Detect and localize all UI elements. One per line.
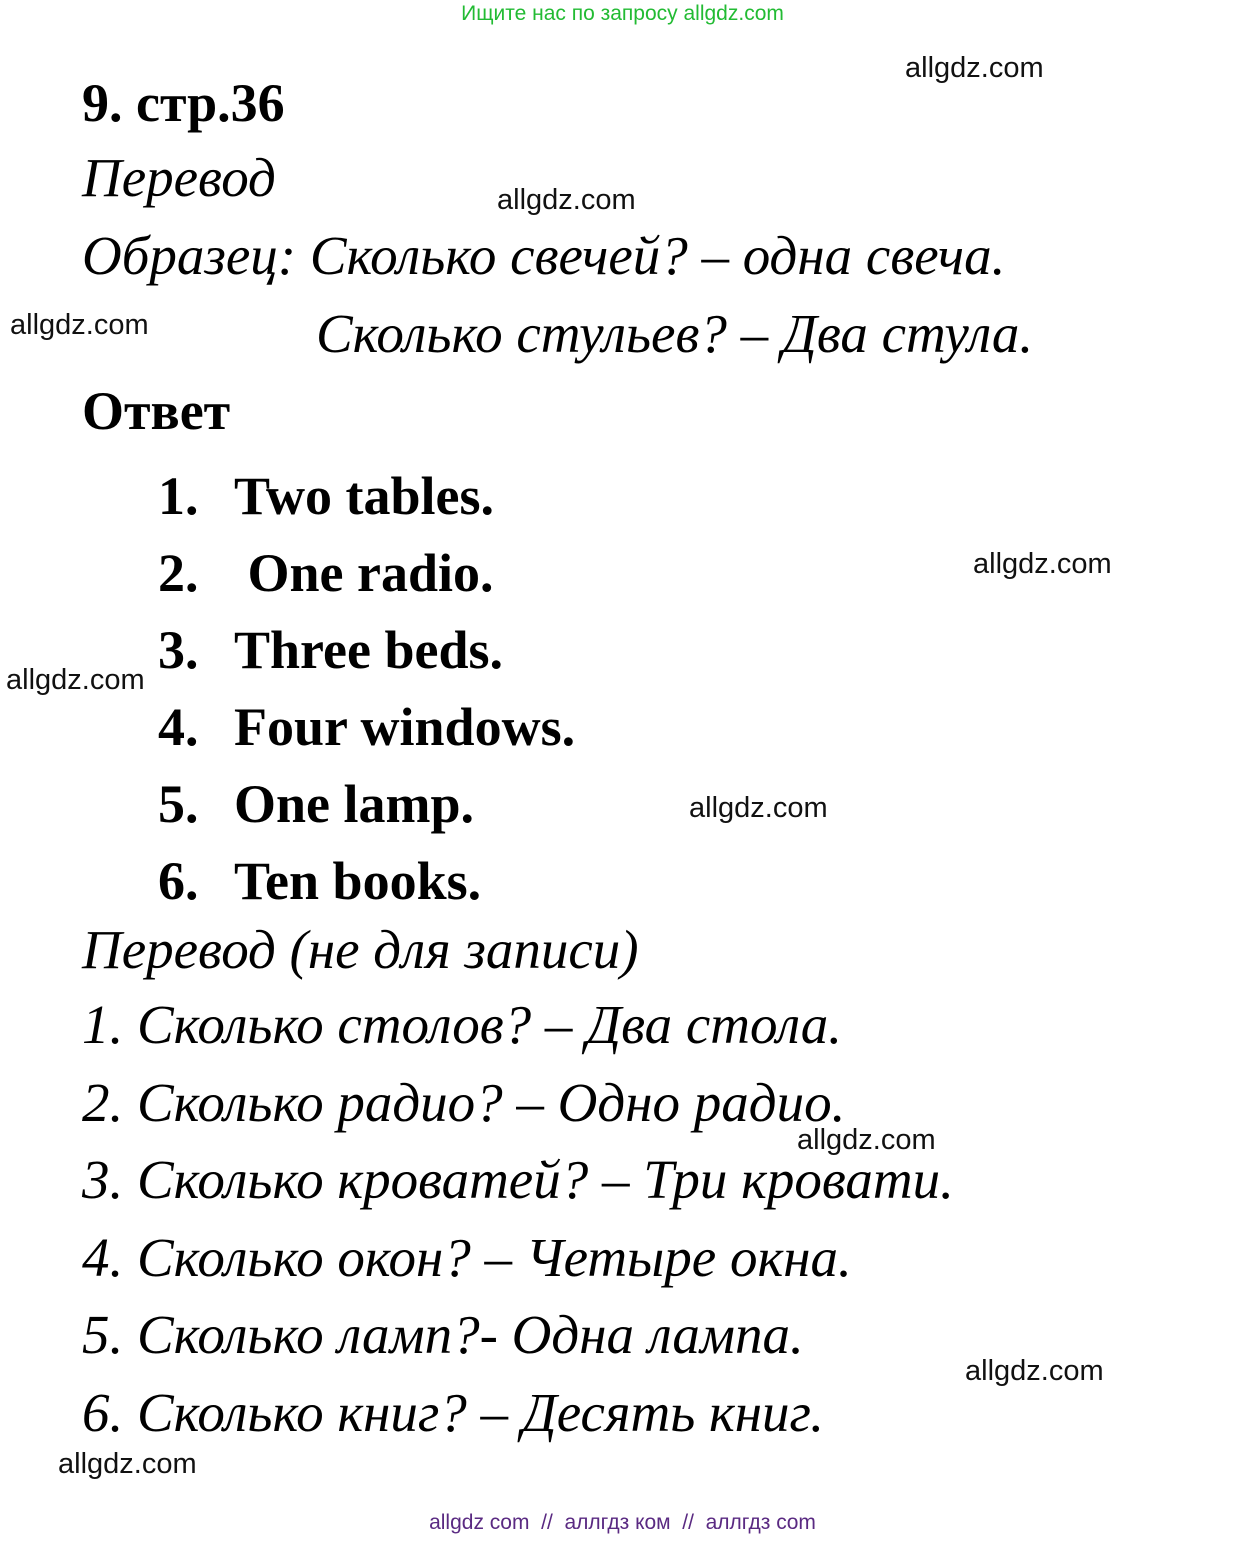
- answer-text: Two tables.: [234, 466, 495, 526]
- watermark: allgdz.com: [965, 1355, 1104, 1387]
- answer-text: Four windows.: [234, 697, 576, 757]
- translation-item: 6. Сколько книг? – Десять книг.: [82, 1381, 824, 1443]
- example-line-1: Образец: Сколько свечей? – одна свеча.: [82, 225, 1006, 286]
- watermark: allgdz.com: [6, 664, 145, 696]
- answer-number: 1.: [158, 466, 199, 526]
- watermark: allgdz.com: [905, 52, 1044, 84]
- answer-number: 3.: [158, 620, 199, 680]
- top-banner[interactable]: Ищите нас по запросу allgdz.com: [461, 2, 784, 25]
- answer-item: [158, 766, 575, 843]
- watermark: allgdz.com: [10, 309, 149, 341]
- translation-heading: Перевод: [82, 147, 276, 208]
- watermark: allgdz.com: [58, 1448, 197, 1480]
- translation-item: 1. Сколько столов? – Два стола.: [82, 994, 843, 1055]
- watermark: allgdz.com: [797, 1124, 936, 1156]
- translation-item: 3. Сколько кроватей? – Три кровати.: [82, 1149, 954, 1210]
- answer-text: One lamp.: [234, 774, 475, 834]
- answer-number: 5.: [158, 774, 199, 834]
- watermark: allgdz.com: [689, 792, 828, 824]
- translation-item: 2. Сколько радио? – Одно радио.: [82, 1071, 846, 1133]
- translation-list: [82, 995, 954, 1460]
- answer-item: [158, 689, 575, 766]
- answer-item: [158, 535, 575, 612]
- answer-item: [158, 612, 575, 689]
- answer-list: [158, 458, 575, 920]
- exercise-title: 9. стр.36: [82, 73, 285, 133]
- answer-number: 4.: [158, 697, 199, 757]
- answer-number: 6.: [158, 851, 199, 911]
- watermark: allgdz.com: [973, 548, 1112, 580]
- footer-links[interactable]: allgdz com // аллгдз ком // аллгдз com: [429, 1511, 816, 1534]
- translation-item: 4. Сколько окон? – Четыре окна.: [82, 1226, 852, 1288]
- translation-item: 5. Сколько ламп?- Одна лампа.: [82, 1304, 804, 1365]
- answer-text: One radio.: [234, 543, 494, 603]
- answer-item: [158, 843, 575, 920]
- answer-text: Ten books.: [234, 851, 482, 911]
- answer-heading: Ответ: [82, 381, 231, 441]
- translation-note-heading: Перевод (не для записи): [82, 919, 639, 980]
- answer-number: 2.: [158, 543, 199, 603]
- answer-item: [158, 458, 575, 535]
- answer-text: Three beds.: [234, 620, 504, 680]
- watermark: allgdz.com: [497, 184, 636, 216]
- example-line-2: Сколько стульев? – Два стула.: [316, 303, 1034, 364]
